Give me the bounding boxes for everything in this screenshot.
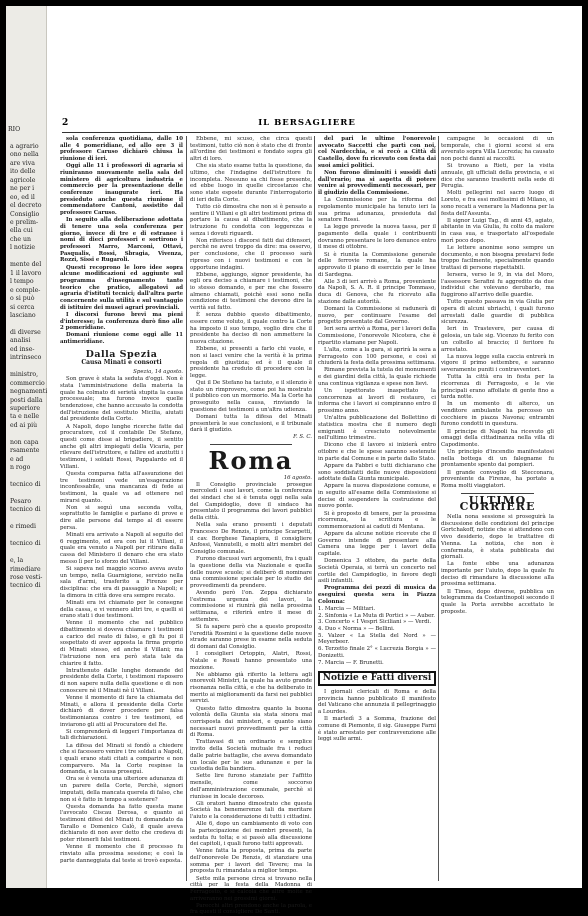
paragraph: Tutto ciò dimostra che non si è pensato a sentire il Villani e gli altri testimoni prima di portare la causa al dibattimento, che la istruzione fu condotta con leggerezza e senza i dovuti riguardi. <box>190 203 312 237</box>
paragraph: Si comprenderà di leggeri l'importanza di tali dichiarazioni. <box>60 728 183 742</box>
paragraph: Tutta la città era in festa per la ricorrenza di Ferragosto, e le vie principali erano affollate di gente fino a tarda notte. <box>441 374 554 401</box>
paragraph: La legge prevede la nuova tassa, per il pagamento della quale i contribuenti dovranno presentare le loro denunce entro il mese di ottobre. <box>318 224 436 251</box>
column-rule <box>186 136 187 881</box>
paragraph: Domani tutta la difesa del Minati presenterà le sue conclusioni, e il tribunale darà il giudizio. <box>190 413 312 434</box>
paragraph: Si sapeva nel maggio scorso aveva avuto un tempo, nella Guarnigione, servizio nella sala d'armi, trasferito a Firenze per disciplina: che era di passaggio a Napoli; e la dimora in città dove era sempre recato. <box>60 565 183 599</box>
paragraph: Il principe di Napoli ha ricevuto gli omaggi della cittadinanza nella villa di Capodimonte. <box>441 428 554 448</box>
paragraph: Non si seguì una seconda volta, soprattutto le famiglie e parlano di prove e dire alle persone dal tempo al di essere persa. <box>60 504 183 531</box>
page-header <box>62 118 552 133</box>
paragraph: Le lettere anonime sono sempre un documento, e non bisogna prestarvi fede troppo facilmente, specialmente quando trattasi di persone rispettabili. <box>441 244 554 271</box>
section-heading: Dalla Spezia <box>85 348 158 360</box>
paragraph: Venne fatta la proposta, prima da parte dell'onorevole De Renzis, di stanziare una somma per i lavori del Tevere; ma la proposta fu rimandata a miglior tempo. <box>190 848 312 875</box>
masthead-title: IL BERSAGLIERE <box>258 118 356 128</box>
section-heading-roma: Roma <box>208 446 294 476</box>
paragraph: Intrattenuto dalle lunghe domande del presidente della Corte, i testimoni risposero di non sapere nulla della questione e di non conoscere nè il Minati nè il Villani. <box>60 667 183 694</box>
paragraph: La nuova legge sulla caccia entrerà in vigore il primo settembre, e saranno severamente puniti i contravventori. <box>441 353 554 374</box>
paragraph: Dicono che il lavoro si inizierà entro ottobre e che le spese saranno sostenute in parte dal Comune e in parte dallo Stato. <box>318 442 436 462</box>
paragraph: Si è proposto di tenere, per la prossima ricorrenza, la scrittura e le commemorazioni ai caduti di Mentana. <box>318 510 436 530</box>
paragraph: Trattavasi di un ordinario e semplice invito della Società mutuale fra i reduci dalle patrie battaglie, che aveva domandato un locale per le sue adunanze e per la custodia della bandiera. <box>190 739 312 773</box>
paragraph: Non furono diminuiti i sussidi dati dall'erario; ma si aspetta di potere venire ai provvedimenti necessari, per il giudizio della Commissione. <box>318 169 436 197</box>
paragraph: Il grande convoglio di Stecconara, proveniente da Firenze, ha portato a Roma molti viaggiatori. <box>441 469 554 489</box>
column-rule <box>438 136 439 881</box>
music-program-list: 1. Marcia — Militari. 2. Sinfonia « La Muta di Portici » — Auber. 3. Concerto « I Vespri Siciliani » — Verdi. 4. Duo « Norma » — Bellini. 5. Valzer « La Stella del Nord » — Meyerbeer. 6. Terzetto finale 2° « Lucrezia Borgia » — Donizetti. 7. Marcia — F. Brunetti. <box>318 605 436 666</box>
paragraph: Questo fatto dimostra quanto la buona volontà della Giunta sia stata sinora mal corrisposta dai ministeri, e quanto siano necessari nuovi provvedimenti per la città di Roma. <box>190 705 312 739</box>
paragraph: Gli oratori hanno dimostrato che questa Società ha benemerenze tali da meritare l'aiuto e la considerazione di tutti i cittadini. <box>190 800 312 820</box>
paragraph: Avendo però l'on. Zeppa dichiarato l'estrema urgenza dei lavori, la commissione si riunirà già nella prossima settimana, e riferirà entro il mese di settembre. <box>190 590 312 623</box>
paragraph: Parecchi altri prendono anche la parola, e fra questi il consigliere De Santi. <box>190 902 312 916</box>
paragraph: sola conferenza quotidiana, dalle 10 alle 4 pomeridiane, ed allo ore 3 il professore Caruso dichiarò chiusa la riunione di ieri. <box>60 136 183 163</box>
paragraph: Il signor Luigi Tag., di anni 45, agiato, abitante in via Giulia, fu colto da malore in casa sua, e trasportato all'ospedale morì poco dopo. <box>441 217 554 244</box>
paragraph: Venne il momento di fare la chiamata del Minati, e allora il presidente della Corte dichiarò di dover procedere per falsa testimonianza contro i tre testimoni, ed inviarono gli atti al Procuratore del Re. <box>60 694 183 728</box>
paragraph: Oggi alle 11 i professori di agraria si riuniranno nuovamente nella sala del ministero di agricoltura industria e commercio per la presentazione delle conferenze inaugurate ieri. Ha presieduto anche questa riunione il commendatore Cantoni, assistito dal professore Caruso. <box>60 163 183 217</box>
paragraph: Ieri in Trastevere, per causa di gelosia, un tale sig. Vicenzo fu ferito con un coltello al braccio; il feritore fu arrestato. <box>441 326 554 353</box>
paragraph: Ebbene, mi scuso, che circa questi testimoni, tutto ciò non è stato che di fronte all'ordine dei testimoni e fondato sopra gli altri di loro. <box>190 136 312 163</box>
paragraph: Ebbene, aggiungo, signor presidente, ha egli ora deciso a chiamare i testimoni, che io stesso domando, e per me che fossero almeno chiamati, poichè essi sono nella condizione di testimoni che devono dire la verità sul fatto. <box>190 271 312 312</box>
paragraph: Un principio d'incendio manifestatosi nella bottega di un falegname fu prontamente spento dai pompieri. <box>441 449 554 469</box>
column-4 <box>441 136 554 881</box>
paragraph: Si trovano a Rieti, per la visita annuale, gli ufficiali della provincia, e si dice che saranno trasferiti nella sede di Perugia. <box>441 163 554 190</box>
paragraph: I giornali clericali di Roma e della provincia hanno pubblicato il manifesto del Vaticano che annunzia il pellegrinaggio a Lourdes. <box>318 688 436 716</box>
paragraph: In seguito alla deliberazione adottata di tenere una sola conferenza per giorno, invece di tre e di estranee i nomi di dieci professori e sortirono i professori Marro, Marconi, Ottavi, Pasqualis, Rossi, Sbragia, Vivenza, Rozzi, Sissi e Rugaroli. <box>60 217 183 264</box>
paragraph: Questa comparsa fatta all'assunzione dei tre testimoni vede un'esagerazione inconfessabile, una mancanza di fede ai testimoni, la quale va ad ottenere nel mirarsi quanto. <box>60 470 183 504</box>
dateline: Spezia, 14 agosto. <box>133 369 183 376</box>
column-rule <box>314 136 315 881</box>
column-3 <box>318 136 436 881</box>
paragraph: Nella sala erano presenti i deputati Francesco De Renzis, il principe Scarpetti, il cav. Borghese Tanapiera, il consigliere Anfossi, Vannutelli, e molti altri membri del Consiglio comunale. <box>190 522 312 556</box>
paragraph: Molti pellegrini nel sacro luogo di Loreto, e fra essi moltissimi di Milano, si sono recati a venerare la Madonna per la festa dell'Assunta. <box>441 190 554 217</box>
paragraph: Un ispettorato inaspettato la concorrenza ai lavori di restauro, ci informa che i lavori si compiranno entro il prossimo anno. <box>318 387 436 415</box>
author-signature: F. S. C. <box>293 434 312 441</box>
paragraph: Minati era arrivato a Napoli al seguito del 6 reggimento, ed era con lui il Villani, il quale era venuto a Napoli per ritirare dalla cassa del Ministero il denaro che era stato messo lì per lo sforzo del Villani. <box>60 531 183 565</box>
paragraph: Appare la nuova disposizione comune, e in seguito all'esame della Commissione si decise di sospendere la costruzione del nuovo ponte. <box>318 483 436 510</box>
paragraph: Son grave è stata la seduta d'oggi. Non è stata l'amministrazione della materia la quale ha colmato di serietà stupita la causa processuale; ma furono invece quelle tendenziose, che hanno accusato la condotta dell'istruzione del sostituto Micilia, aiutati dal presidente della Corte. <box>60 376 183 423</box>
paragraph: Tutto questo passava in via Giulia per opera di alcuni ubriachi, i quali furono arrestati dalle guardie di pubblica sicurezza. <box>441 299 554 326</box>
dateline: 16 agosto. <box>283 474 312 481</box>
page-number: 2 <box>62 118 69 128</box>
paragraph: Minati era ivi chiamato per le consegne della cassa, e vi vennero altri tre, e quelli si erano stati i due testimoni. <box>60 599 183 620</box>
newspaper-sheet <box>6 6 582 916</box>
paragraph: In un momento di alterco, un venditore ambulante ha percosso un cocchiere in piazza Navona; entrambi furono condotti in questura. <box>441 401 554 428</box>
paragraph: Iersera, verso le 9, in via del Moro, l'assessore Serafini fu aggredito da due individui che volevano derubarlo, ma fuggirono all'arrivo delle guardie. <box>441 272 554 299</box>
column-1 <box>60 136 183 881</box>
paragraph: Venne il momento che il processo fu rinviato alla prossima sessione; e così la parte danneggiata dal teste si trovò esposta. <box>60 844 183 864</box>
paragraph: La Commissione per la riforma del regolamento municipale ha tenuto ieri la sua prima adunanza, presieduta dal senatore Rossi. <box>318 197 436 224</box>
paragraph: Che sia stato esame tutta la questione, da ultimo, che l'indagine dell'istruttore fu incompleta. Nessuno sa chi fosse presente, ed ebbe luogo in quelle circostanze che sono state esposte durante l'interrogatorio di ieri della Corte. <box>190 163 312 203</box>
adjacent-page-edge-text: RIO a agrario ono nella are viva ito delle agricole ne per i eo, ed il el decreto Consiglio e prelim- ella cui che un l notizie mente del 1 il lavoro l tempo e comple- o si può si cerca lasciano di diverse analisi ed inse- intrinseco ministro, commercio negnamenti posti dalla superiore ta e nelle ed ai più non capa rsamente e ad n rogo tecnico di Pesaro tecnico di e rimedi tecnico di e, la rimediare rose vesti- tecnico di <box>8 126 48 590</box>
paragraph: Alle 3 di ieri arrivò a Roma, proveniente da Napoli, S. A. R. il principe Tommaso, duca di Genova, che fu ricevuto alla stazione dalle autorità. <box>318 278 436 305</box>
paragraph: Venne il momento che nel pubblico dibattimento si doveva chiamare i testimoni a carico del reato di falso, e gli fu poi il sospettato di aver apposta la firma proprio di Minati stesso, ed anche il Villani; ma l'istruzione non era però stata tale da chiarire il fatto. <box>60 620 183 667</box>
paragraph: Non riferisco i discorsi fatti dai difensori, perchè ne avrei troppo da dire: ma osservo, per conclusione, che il processo sarà ripreso con i nuovi testimoni e con le opportune indagini. <box>190 237 312 271</box>
paragraph: A Napoli, dopo lunghe ricerche fatte dal procuratore, col il contabile De Stefano, questi come disse al brigadiere, il sentito anche gli altri impiegati della Vicaria, per rilevare dell'istruttore, e fallire ed anzitutti i testimoni, i soldati Rossi, Pappalardo ed il Villani. <box>60 423 183 470</box>
paragraph: I consiglieri Ortoppin, Alatri, Rossi, Natale e Rosati hanno presentato una mozione. <box>190 651 312 671</box>
paragraph: Sette mila persone circa si trovano nella città per la festa della Madonna di Ferragosto, e si calcola che altre molte ne arriveranno nei prossimi giorni. <box>190 875 312 902</box>
paragraph: I discorsi furono brevi ma pieni d'interesse; la conferenza durò fino alle 2 pomeridiane. <box>60 311 183 332</box>
divider <box>210 444 292 445</box>
paragraph: Ebbene, si presenti a farlo chi vuole, e non si lasci venire che la verità è la prima regola di giustizia; ed è il quale il presidente ha creduto di procedere con la legge. <box>190 346 312 379</box>
program-heading: Programma dei pezzi di musica da eseguirsi questa sera in Piazza Colonna: <box>318 585 436 605</box>
paragraph: Sette lire furono stanziate per l'affitto mensile, come soccorso dell'amministrazione comunale, perchè si riunisse in locale decoroso. <box>190 773 312 800</box>
paragraph: Appare da alcune notizie ricevute che il Governo intende di presentare alla Camera una legge per i lavori della capitale. <box>318 531 436 558</box>
paragraph: Ieri sera arrivò a Roma, per i lavori della Commissione, l'onorevole Nicotera, che è ripartito stamane per Napoli. <box>318 326 436 346</box>
newspaper-page <box>52 6 557 916</box>
paragraph: Ne abbiamo già riferito la lettera agli onorevoli Ministri, la quale ha avuto grande risonanza nella città, e che ha deliberato in merito ai miglioramenti da farsi nei pubblici servizi. <box>190 671 312 705</box>
paragraph: Il martedì 3 a Somma, frazione del comune di Piemonte, il sig. Giuseppe Farni è stato arrestato per contravvenzione alle leggi sulle armi. <box>318 716 436 743</box>
paragraph: Alle 6, dopo un cambiamento di voto con la partecipazione dei membri presenti, la seduta fu tolta; e si passò alla discussione dei capitoli, i quali furono tutti approvati. <box>190 821 312 848</box>
paragraph: Qui il De Stefano ha taciuto, e il silenzio è stato un rimprovero, come poi ha mostrato il pubblico con un mormorio. Ma la Corte ha proseguito nella causa, rinviando la questione dei testimoni a un'altra udienza. <box>190 380 312 413</box>
paragraph: Domani la Commissione si radunerà di nuovo, per continuare l'esame del progetto presentato dal Governo. <box>318 305 436 326</box>
paragraph: Appare da Fabbri e tutti dichiarano che sono soddisfatti delle nuove disposizioni adottate dalla Giunta municipale. <box>318 462 436 483</box>
column-2 <box>190 136 312 916</box>
binding-margin <box>6 6 47 888</box>
paragraph: Si fa sapere però che a questo proposito l'eredità Rosmini e la questione delle nuove strade saranno prese in esame nella seduta di domani dal Consiglio. <box>190 623 312 651</box>
ultimo-corriere-heading: ULTIMO CORRIERE <box>459 493 536 514</box>
paragraph: campagne le occasioni di un temporale, che i giorni scorsi si era avverato sopra Villa Lucrezia; ha causato non pochi danni ai raccolti. <box>441 136 554 163</box>
paragraph: Ora se è venuta una ulteriore adunanza di un parere della Corte, Perchè, signori imputati, della mancata querela di falso, che non si è fatto in tempo a sostenere? <box>60 776 183 803</box>
paragraph: Questi recoprono le loro idee sopra alcune modificazioni ed aggiunte sul programma d'insegnamento tanto teorico che pratico, allegatovi ad agraria d'istituti tecnici; dall'altra parte concernente sulla utilità e sul vantaggio di istituire dei musei agrari provinciali. <box>60 264 183 311</box>
paragraph: La difesa del Minati si fondò a chiedere che si facessero venire i tre soldati a Napoli, i quali erano stati citati a comparire e non comparvero. Ma la Corte respinse la domanda, e la causa proseguì. <box>60 742 183 776</box>
paragraph: Domani riunione come oggi alle 11 antimeridiane. <box>60 332 183 346</box>
paragraph: La fonte ebbe una adunanza importante per l'aiuto, dopo la quale fu deciso di rimandare la discussione alla prossima settimana. <box>441 561 554 588</box>
paragraph: Il Consiglio provinciale prosegue mercoledì i suoi lavori, come la conferenza dei sindaci che si è tenuta oggi nella sala del Campidoglio, dove il sindaco ha presentato il programma dei lavori pubblici della città. <box>190 481 312 522</box>
paragraph: L'alta, come a la gara, si aprirà la sera a Ferragosto con 100 persone, e così si chiuderà la festa della prossima settimana. <box>318 346 436 367</box>
notizie-heading: Notizie e Fatti diversi <box>318 671 436 686</box>
paragraph: È senza dubbio questo dibattimento, essere come voluto, il quale contro la Corte ha imposto il suo tempo, voglio dire che il presidente ha deciso di non ammettere la nuova citazione. <box>190 312 312 346</box>
section-subheading: Causa Minati e consorti <box>81 359 162 367</box>
paragraph: Domenica 3 ottobre, da parte della Società Operaia, si terrà un concerto nel cortile del Campidoglio, in favore degli asili infantili. <box>318 558 436 585</box>
paragraph: Rimane prevista la tutela dei monumenti e dei giardini della città, la quale richiede una continua vigilanza e spese non lievi. <box>318 367 436 387</box>
paragraph: del pari le ultime l'onorevole avvocato Saccetti che partì con noi, col Nardecchia, e si recò a Città di Castello, dove fu ricevuto con festa dai suoi amici politici. <box>318 136 436 169</box>
paragraph: Questa domanda ha fatto questa mane l'avvocato Ciscau Derosa, e quanto ai testimoni difesi del Minati fu domandato da Tarallo e Domenico Calò, il quale aveva dichiarato di non aver detto che credeva di poter ritenerli falsi testimoni. <box>60 803 183 844</box>
paragraph: Furono discussi vari argomenti, fra i quali la questione della via Nazionale e quella delle nuove scuole; si deliberò di nominare una commissione speciale per lo studio dei provvedimenti da prendere. <box>190 556 312 589</box>
paragraph: Il Times, dopo diverse, pubblica un telegramma da Costantinopoli secondo il quale la Porta avrebbe accettato le proposte. <box>441 588 554 615</box>
paragraph: Si è riunita la Commissione generale delle ferrovie romane, la quale ha approvato il piano di esercizio per le linee di Sardegna. <box>318 251 436 278</box>
paragraph: Un'altra pubblicazione del Bollettino di statistica mostra che il numero degli emigranti è cresciuto notevolmente nell'ultimo trimestre. <box>318 415 436 442</box>
paragraph: Nella nona sessione si proseguirà la discussione delle condizioni del principe Gortchakoff, notizie che si attendono con vivo desiderio, dopo le trattative di Vienna. La notizia, che non è confermata, è stata pubblicata dai giornali. <box>441 514 554 561</box>
